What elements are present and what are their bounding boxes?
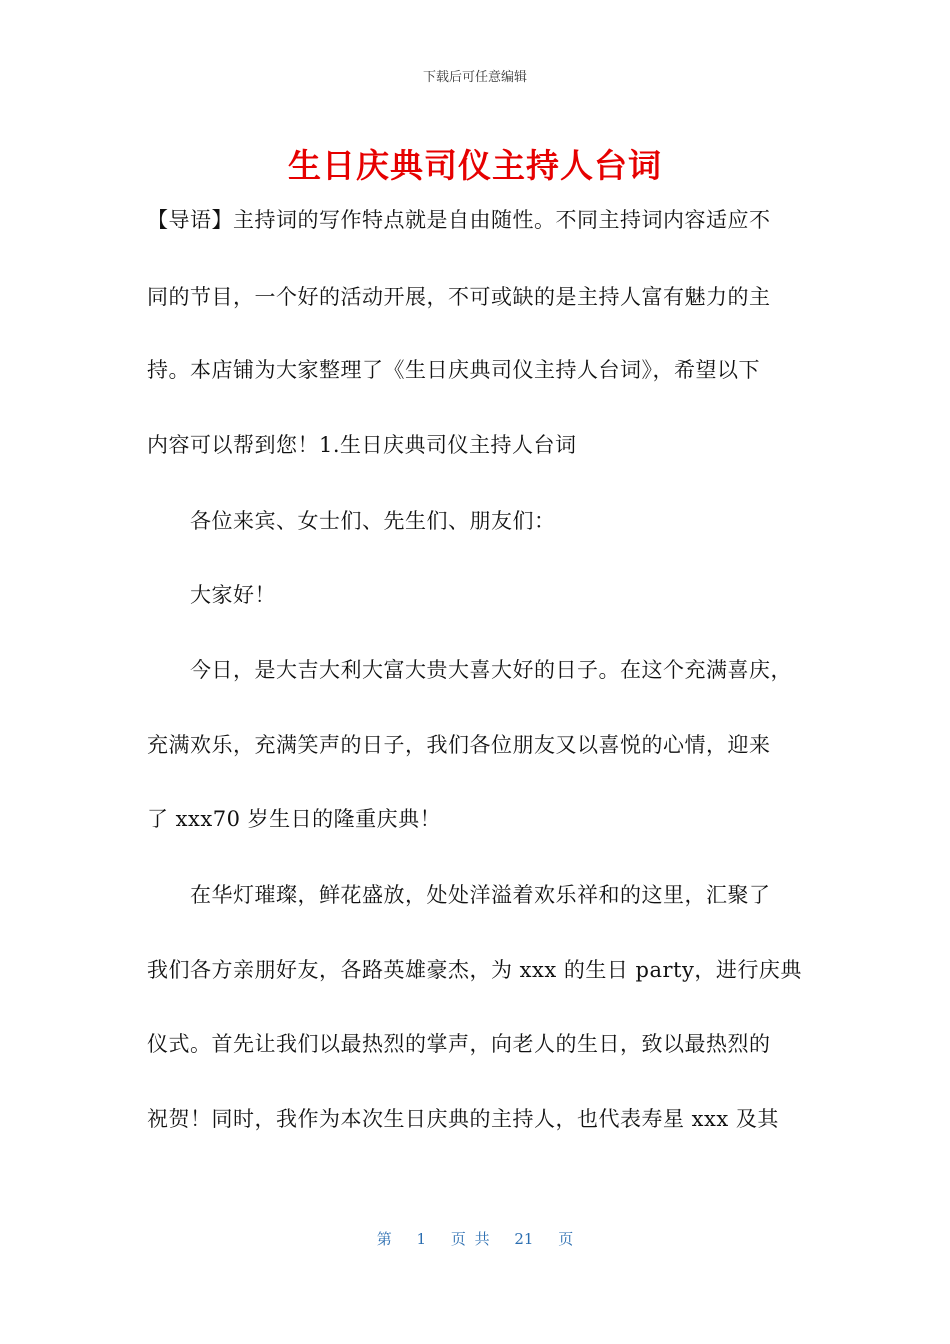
paragraph-line: 祝贺！同时，我作为本次生日庆典的主持人，也代表寿星 xxx 及其: [147, 1107, 779, 1131]
paragraph-line: 各位来宾、女士们、先生们、朋友们：: [190, 509, 556, 533]
paragraph-line: 在华灯璀璨，鲜花盛放，处处洋溢着欢乐祥和的这里，汇聚了: [190, 883, 771, 907]
footer-suffix: 页: [558, 1230, 574, 1248]
footer-middle: 页 共: [450, 1230, 490, 1248]
document-title: 生日庆典司仪主持人台词: [288, 146, 662, 185]
paragraph-line: 持。本店铺为大家整理了《生日庆典司仪主持人台词》，希望以下: [147, 358, 760, 382]
paragraph-line: 充满欢乐，充满笑声的日子，我们各位朋友又以喜悦的心情，迎来: [147, 733, 771, 757]
paragraph-line: 内容可以帮到您！1.生日庆典司仪主持人台词: [147, 433, 577, 457]
page-footer: [0, 1228, 950, 1249]
paragraph-line: 大家好！: [190, 583, 276, 607]
footer-prefix: 第: [376, 1230, 392, 1248]
header-note: 下载后可任意编辑: [422, 70, 527, 85]
paragraph-line: 仪式。首先让我们以最热烈的掌声，向老人的生日，致以最热烈的: [147, 1032, 771, 1056]
paragraph-line: 同的节目，一个好的活动开展，不可或缺的是主持人富有魅力的主: [147, 285, 771, 309]
paragraph-line: 【导语】主持词的写作特点就是自由随性。不同主持词内容适应不: [147, 208, 771, 232]
paragraph-line: 我们各方亲朋好友，各路英雄豪杰，为 xxx 的生日 party，进行庆典: [147, 958, 802, 982]
paragraph-line: 今日，是大吉大利大富大贵大喜大好的日子。在这个充满喜庆，: [190, 658, 792, 682]
paragraph-line: 了 xxx70 岁生日的隆重庆典！: [147, 807, 442, 831]
total-page-count: 21: [514, 1230, 534, 1248]
current-page-number: 1: [416, 1230, 427, 1248]
